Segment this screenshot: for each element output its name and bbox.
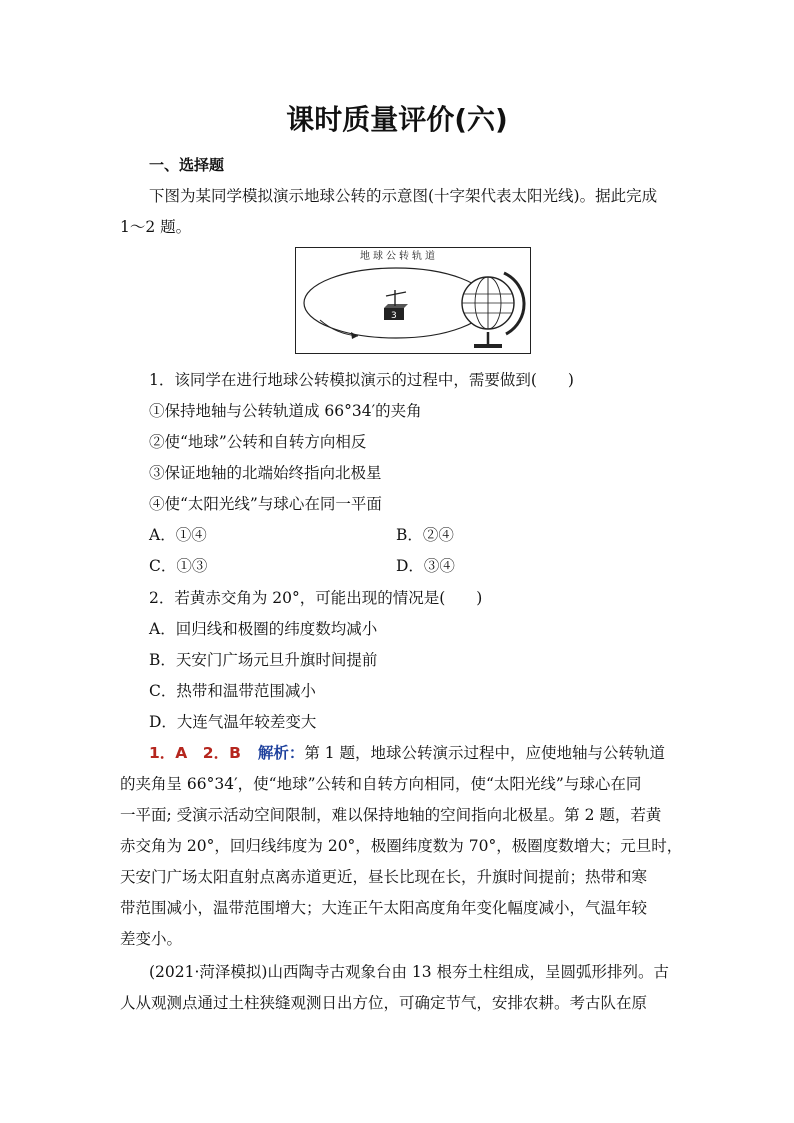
answer-key: 1．A 2．B — [149, 744, 241, 762]
intro-line-2: 1～2 题。 — [120, 218, 192, 236]
analysis-line: 赤交角为 20°，回归线纬度为 20°，极圈纬度数为 70°，极圈度数增大；元旦时， — [120, 837, 683, 855]
q1-stem: 1．该同学在进行地球公转模拟演示的过程中，需要做到( ) — [149, 371, 574, 389]
orbit-diagram — [296, 248, 530, 353]
analysis-first-text: 第 1 题，地球公转演示过程中，应使地轴与公转轨道 — [304, 744, 666, 762]
q1-option-a: A．①④ — [149, 526, 207, 544]
analysis-line: 一平面; 受演示活动空间限制，难以保持地轴的空间指向北极星。第 2 题，若黄 — [120, 806, 662, 824]
orbit-figure — [295, 247, 531, 354]
q1-statement-4: ④使“太阳光线”与球心在同一平面 — [149, 495, 382, 513]
q2-option-b: B．天安门广场元旦升旗时间提前 — [149, 651, 378, 669]
orbit-ellipse — [304, 268, 488, 338]
analysis-line: 带范围减小，温带范围增大；大连正午太阳高度角年变化幅度减小，气温年较 — [120, 899, 648, 917]
orbit-arrowhead — [351, 332, 358, 339]
marker-digit: 3 — [391, 311, 397, 321]
globe-icon — [462, 273, 524, 348]
analysis-label: 解析： — [257, 744, 305, 762]
answer-first-line — [149, 741, 665, 763]
q1-statement-1: ①保持地轴与公转轨道成 66°34′的夹角 — [149, 402, 422, 420]
page-title: 课时质量评价(六) — [286, 103, 508, 136]
sun-cross-icon — [384, 290, 408, 321]
passage-line-1: (2021·菏泽模拟)山西陶寺古观象台由 13 根夯土柱组成，呈圆弧形排列。古 — [149, 963, 670, 981]
q1-option-d: D．③④ — [396, 557, 455, 575]
section-heading: 一、选择题 — [149, 156, 225, 174]
q2-option-c: C．热带和温带范围减小 — [149, 682, 316, 700]
analysis-line: 天安门广场太阳直射点离赤道更近，昼长比现在长，升旗时间提前；热带和寒 — [120, 868, 648, 886]
q2-option-a: A．回归线和极圈的纬度数均减小 — [149, 620, 378, 638]
q2-stem: 2．若黄赤交角为 20°，可能出现的情况是( ) — [149, 589, 483, 607]
intro-line-1: 下图为某同学模拟演示地球公转的示意图(十字架代表太阳光线)。据此完成 — [149, 187, 658, 205]
analysis-line: 差变小。 — [120, 930, 183, 948]
analysis-line: 的夹角呈 66°34′，使“地球”公转和自转方向相同，使“太阳光线”与球心在同 — [120, 775, 642, 793]
orbit-label: 地球公转轨道 — [360, 251, 438, 262]
q2-option-d: D．大连气温年较差变大 — [149, 713, 317, 731]
q1-option-b: B．②④ — [396, 526, 454, 544]
q1-statement-2: ②使“地球”公转和自转方向相反 — [149, 433, 367, 451]
q1-statement-3: ③保证地轴的北端始终指向北极星 — [149, 464, 382, 482]
q1-option-c: C．①③ — [149, 557, 208, 575]
passage-line-2: 人从观测点通过土柱狭缝观测日出方位，可确定节气，安排农耕。考古队在原 — [120, 994, 648, 1012]
